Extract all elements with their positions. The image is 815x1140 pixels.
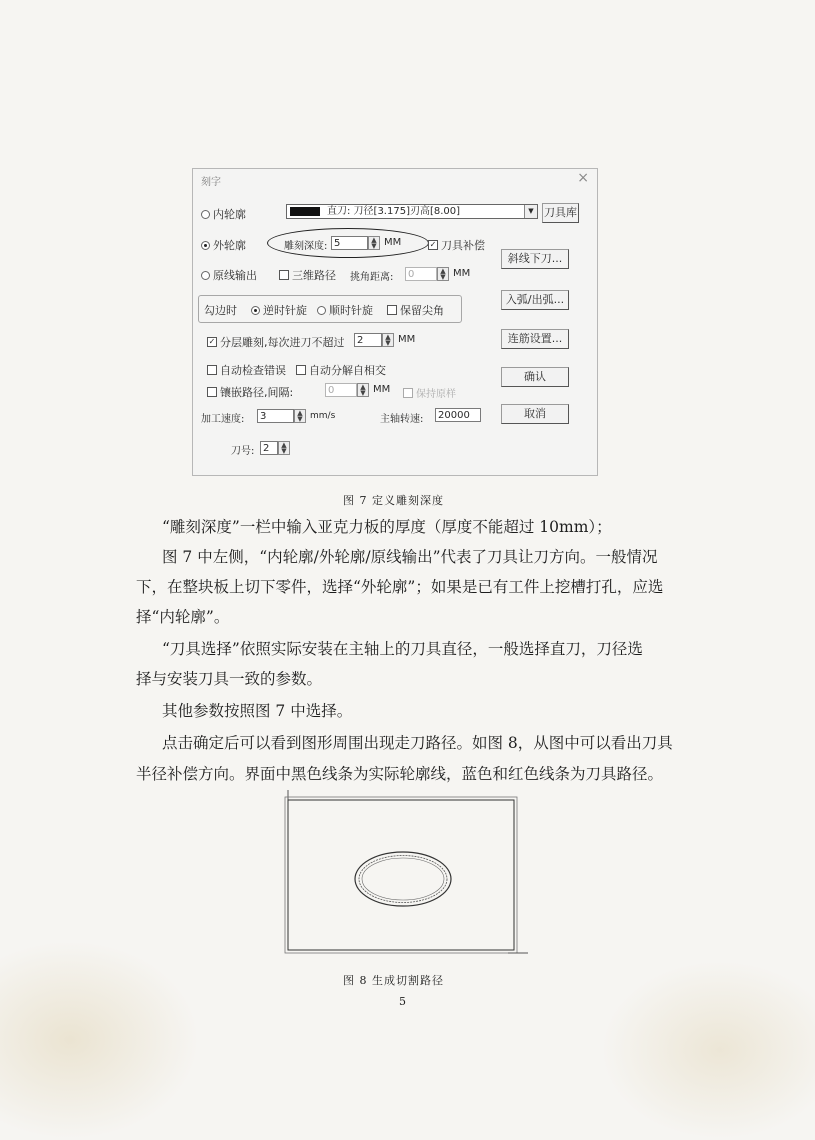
tool-color-swatch [290,207,320,216]
close-icon[interactable]: × [577,170,589,186]
corner-dist-unit: MM [453,268,471,279]
spindle-input[interactable]: 20000 [435,408,481,422]
depth-input[interactable]: 5 [331,236,368,250]
dialog-title: 刻字 [201,177,221,188]
depth-unit: MM [384,237,402,248]
radio-label: 逆时针旋 [263,304,307,317]
engrave-dialog [192,168,598,476]
auto-split-checkbox[interactable] [296,362,386,378]
cancel-button[interactable]: 取消 [501,404,569,424]
depth-spinner[interactable]: ▲ ▼ [368,236,380,250]
corner-dist-spinner[interactable]: ▲ ▼ [437,267,449,281]
radio-outer-contour[interactable] [201,237,246,253]
checkbox-label: 刀具补偿 [441,239,485,252]
tool-no-label: 刀号: [231,446,255,457]
radio-ccw[interactable] [251,302,316,318]
checkbox-icon [296,365,306,375]
layer-input[interactable]: 2 [354,333,382,347]
paragraph-line: 半径补偿方向。界面中黑色线条为实际轮廓线，蓝色和红色线条为刀具路径。 [136,765,664,783]
radio-icon [201,210,210,219]
radio-original-output[interactable] [201,267,269,283]
feed-spinner[interactable]: ▲ ▼ [294,409,306,423]
paragraph-line: “刀具选择”依照实际安装在主轴上的刀具直径，一般选择直刀，刀径选 [162,640,643,658]
inlay-checkbox[interactable] [207,384,293,400]
inlay-input[interactable]: 0 [325,383,357,397]
paragraph-line: 择“内轮廓”。 [136,608,230,626]
tool-no-input[interactable]: 2 [260,441,278,455]
slant-cut-button[interactable]: 斜线下刀... [501,249,569,269]
checkbox-label: 自动分解自相交 [309,364,386,377]
checkbox-icon [207,365,217,375]
inlay-spinner[interactable]: ▲ ▼ [357,383,369,397]
paragraph-line: 其他参数按照图 7 中选择。 [162,702,353,720]
inlay-unit: MM [373,384,391,395]
paragraph-line: 点击确定后可以看到图形周围出现走刀路径。如图 8，从图中可以看出刀具 [162,734,673,752]
checkbox-label: 三维路径 [292,269,336,282]
radio-icon [317,306,326,315]
page-number: 5 [399,995,407,1008]
radio-cw[interactable] [317,302,385,318]
paper-stain [0,940,200,1140]
checkbox-label: 保持原样 [416,389,456,400]
corner-dist-input[interactable]: 0 [405,267,437,281]
corner-dist-label: 挑角距离: [350,272,394,283]
figure-8-caption: 图 8 生成切割路径 [343,974,444,987]
tool-library-button[interactable]: 刀具库 [542,203,579,223]
check-icon: ✓ [429,240,437,249]
checkbox-icon [279,270,289,280]
paragraph-line: 择与安装刀具一致的参数。 [136,670,323,688]
checkbox-icon [207,387,217,397]
figure-7-caption: 图 7 定义雕刻深度 [343,494,444,507]
layer-checkbox[interactable] [207,334,352,350]
feed-label: 加工速度: [201,414,245,425]
tool-select-value: 直刀: 刀径[3.175]刃高[8.00] [327,206,461,217]
layer-unit: MM [398,334,416,345]
figure-8-cut-path [280,790,530,960]
chevron-down-icon: ▼ [524,205,537,218]
spindle-label: 主轴转速: [380,414,424,425]
tool-no-spinner[interactable]: ▲ ▼ [278,441,290,455]
radio-label: 原线输出 [213,269,257,282]
radio-icon [201,241,210,250]
checkbox-label: 保留尖角 [400,304,444,317]
three-d-path-checkbox[interactable] [279,267,347,283]
radio-icon [201,271,210,280]
paper-stain [600,960,815,1140]
radio-icon [251,306,260,315]
paragraph-line: 下，在整块板上切下零件，选择“外轮廓”；如果是已有工件上挖槽打孔，应选 [136,578,664,596]
auto-check-checkbox[interactable] [207,362,286,378]
radio-inner-contour[interactable] [201,206,246,222]
ok-button[interactable]: 确认 [501,367,569,387]
radio-label: 内轮廓 [213,208,246,221]
keep-sample-checkbox[interactable] [403,385,456,400]
tool-select[interactable] [286,204,538,219]
arc-in-out-button[interactable]: 入弧/出弧... [501,290,569,310]
layer-spinner[interactable]: ▲ ▼ [382,333,394,347]
bridge-settings-button[interactable]: 连筋设置... [501,329,569,349]
depth-label: 雕刻深度: [284,241,328,252]
trace-label: 勾边时 [204,304,237,317]
checkbox-label: 分层雕刻,每次进刀不超过 [220,336,345,349]
feed-unit: mm/s [310,411,336,421]
radio-label: 顺时针旋 [329,304,373,317]
checkbox-label: 镶嵌路径,间隔: [220,386,294,399]
checkbox-label: 自动检查错误 [220,364,286,377]
checkbox-icon [403,388,413,398]
keep-corner-checkbox[interactable] [387,302,444,318]
paragraph-line: 图 7 中左侧，“内轮廓/外轮廓/原线输出”代表了刀具让刀方向。一般情况 [162,548,658,566]
paragraph-line: “雕刻深度”一栏中输入亚克力板的厚度（厚度不能超过 10mm）； [162,518,612,536]
radio-label: 外轮廓 [213,239,246,252]
feed-input[interactable]: 3 [257,409,294,423]
checkbox-icon [387,305,397,315]
check-icon: ✓ [208,337,216,346]
